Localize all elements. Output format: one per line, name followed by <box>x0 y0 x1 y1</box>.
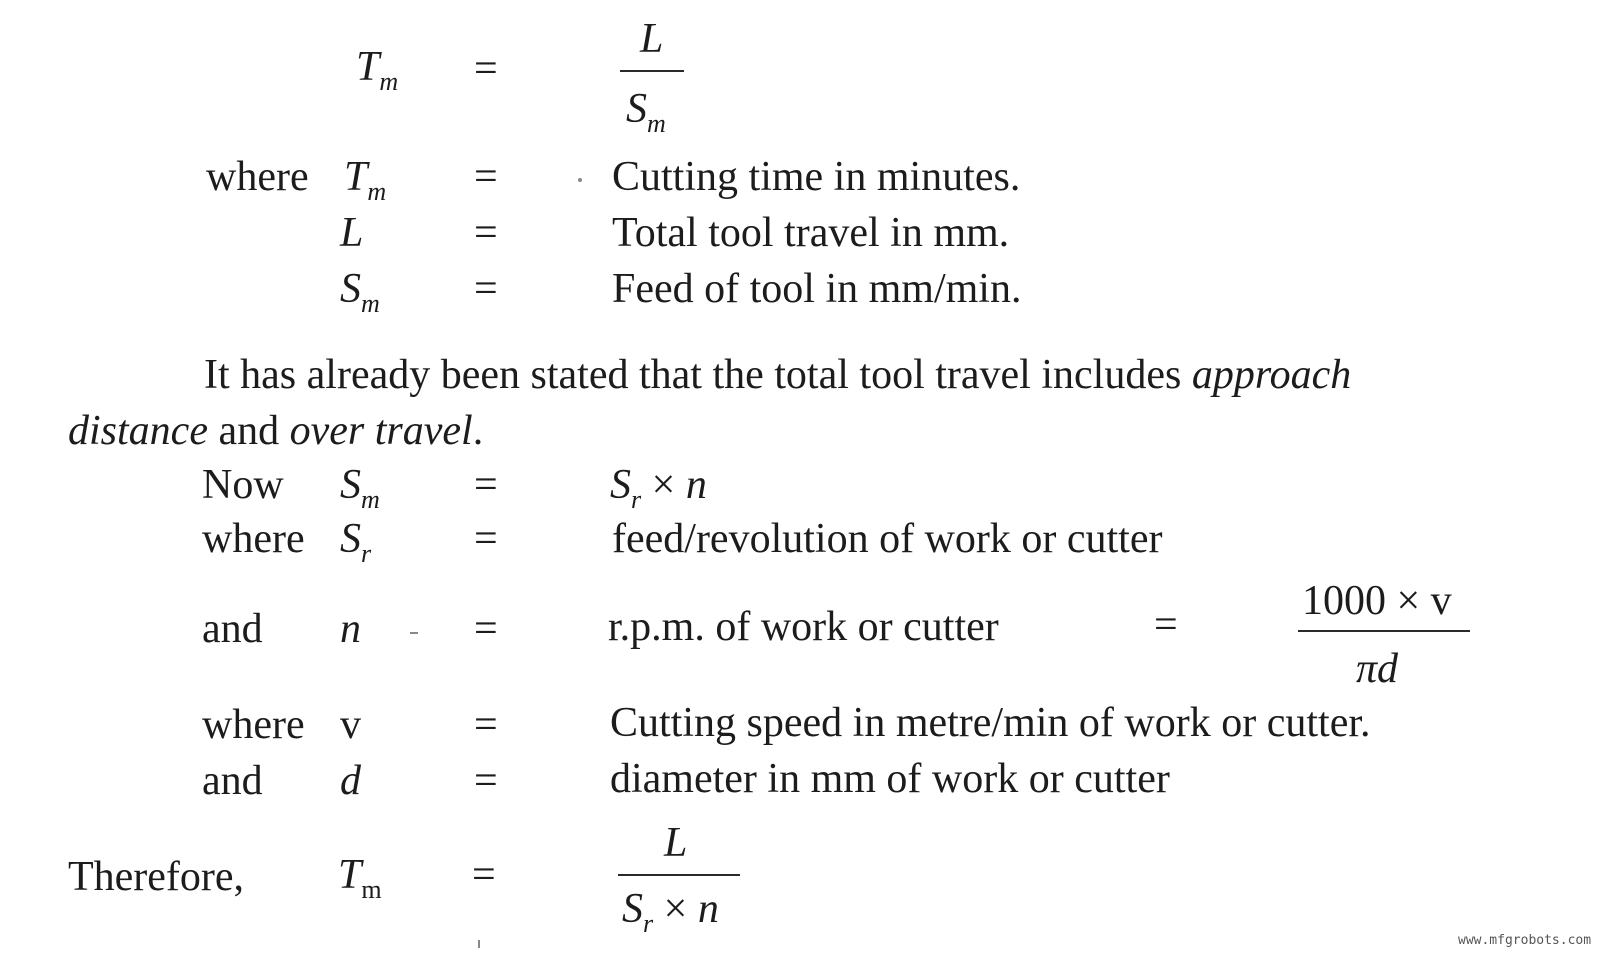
def2-row-0-sub: m <box>361 484 380 514</box>
def2-row-3-pre: where <box>202 702 305 748</box>
rpm-den-d: d <box>1377 646 1399 692</box>
eq1-lhs <box>356 44 399 96</box>
def1-row-2-equals: = <box>474 266 498 312</box>
watermark-text: www.mfgrobots.com <box>1458 933 1592 948</box>
eq1-fraction-bar <box>620 70 684 72</box>
def1-row-2-symbol <box>340 266 380 318</box>
def1-row-0-symbol <box>344 154 387 206</box>
def2-row-0-rhs-sub: r <box>631 484 642 514</box>
def2-row-0-rhs <box>610 462 707 514</box>
def2-row-2-equals: = <box>474 606 498 652</box>
final-denominator <box>622 886 719 938</box>
eq1-den-symbol: S <box>626 86 647 132</box>
def2-row-4-symbol <box>340 760 361 802</box>
def2-row-2-symbol <box>340 608 361 650</box>
def2-row-4-sym: d <box>340 758 361 804</box>
def2-row-2-equals-2: = <box>1154 602 1178 648</box>
def2-row-2-sym: n <box>340 606 361 652</box>
final-den-subscript: r <box>643 908 654 938</box>
final-fraction-bar <box>618 874 740 876</box>
def1-row-2-sym: S <box>340 266 361 312</box>
scan-speck <box>410 632 418 634</box>
rpm-fraction-denominator <box>1356 648 1398 690</box>
eq1-lhs-symbol: T <box>356 44 380 90</box>
paragraph-text-3: . <box>472 408 484 454</box>
def1-row-0-desc: Cutting time in minutes. <box>612 154 1021 200</box>
def2-row-4-pre: and <box>202 758 263 804</box>
eq1-numerator: L <box>640 16 664 62</box>
paragraph-line-2 <box>68 410 483 452</box>
def2-row-0-rhs-sym: S <box>610 462 631 508</box>
def1-row-0-sym: T <box>344 154 368 200</box>
def2-row-4-desc: diameter in mm of work or cutter <box>610 756 1170 802</box>
final-pre: Therefore, <box>68 854 245 900</box>
def2-row-2-desc: r.p.m. of work or cutter <box>608 604 999 650</box>
def2-row-3-sym: v <box>340 702 361 748</box>
def2-row-1-sym: S <box>340 516 361 562</box>
final-equals: = <box>472 852 496 898</box>
eq1-den-subscript: m <box>647 108 666 138</box>
final-lhs-symbol: T <box>338 852 362 898</box>
paragraph-emphasis-over-travel: over travel <box>289 408 473 454</box>
rpm-fraction-numerator: 1000 × v <box>1302 578 1452 624</box>
def2-row-2-pre: and <box>202 606 263 652</box>
def2-row-3-symbol <box>340 704 361 746</box>
scan-speck <box>478 940 480 948</box>
def1-row-0-sub: m <box>367 176 387 206</box>
def2-row-1-symbol <box>340 516 372 568</box>
def2-row-0-pre: Now <box>202 462 284 508</box>
scan-speck <box>578 178 582 182</box>
def2-row-0-rhs-n: n <box>685 462 707 508</box>
final-den-times: × <box>653 886 698 932</box>
def1-row-2-sub: m <box>361 288 380 318</box>
def1-row-1-sym: L <box>340 210 364 256</box>
paragraph-text-2: and <box>207 408 290 454</box>
def2-row-0-rhs-times: × <box>641 462 686 508</box>
final-den-n: n <box>697 886 719 932</box>
def1-row-0-pre: where <box>206 154 309 200</box>
paragraph-emphasis-distance: distance <box>68 408 208 454</box>
def2-row-3-equals: = <box>474 702 498 748</box>
rpm-fraction-bar <box>1298 630 1470 632</box>
def2-row-0-sym: S <box>340 462 361 508</box>
def2-row-0-equals: = <box>474 462 498 508</box>
eq1-equals: = <box>474 46 498 92</box>
def1-row-1-equals: = <box>474 210 498 256</box>
paragraph-emphasis-approach: approach <box>1191 352 1352 398</box>
def1-row-1-symbol <box>340 212 363 254</box>
def2-row-1-pre: where <box>202 516 305 562</box>
final-numerator: L <box>664 820 688 866</box>
eq1-lhs-subscript: m <box>379 66 399 96</box>
final-lhs-subscript: m <box>361 874 382 904</box>
def1-row-0-equals: = <box>474 154 498 200</box>
def2-row-1-desc: feed/revolution of work or cutter <box>612 516 1163 562</box>
paragraph-line-1 <box>204 354 1351 396</box>
def2-row-3-desc: Cutting speed in metre/min of work or cutter. <box>610 700 1371 746</box>
eq1-denominator <box>626 86 666 138</box>
paragraph-text-1: It has already been stated that the total tool travel includes <box>204 352 1192 398</box>
def2-row-0-symbol <box>340 462 380 514</box>
final-lhs <box>338 852 382 904</box>
def2-row-1-sub: r <box>361 538 372 568</box>
def2-row-4-equals: = <box>474 758 498 804</box>
def1-row-1-desc: Total tool travel in mm. <box>612 210 1010 256</box>
def2-row-1-equals: = <box>474 516 498 562</box>
rpm-den-pi: π <box>1356 646 1378 692</box>
final-den-s: S <box>622 886 643 932</box>
def1-row-2-desc: Feed of tool in mm/min. <box>612 266 1022 312</box>
